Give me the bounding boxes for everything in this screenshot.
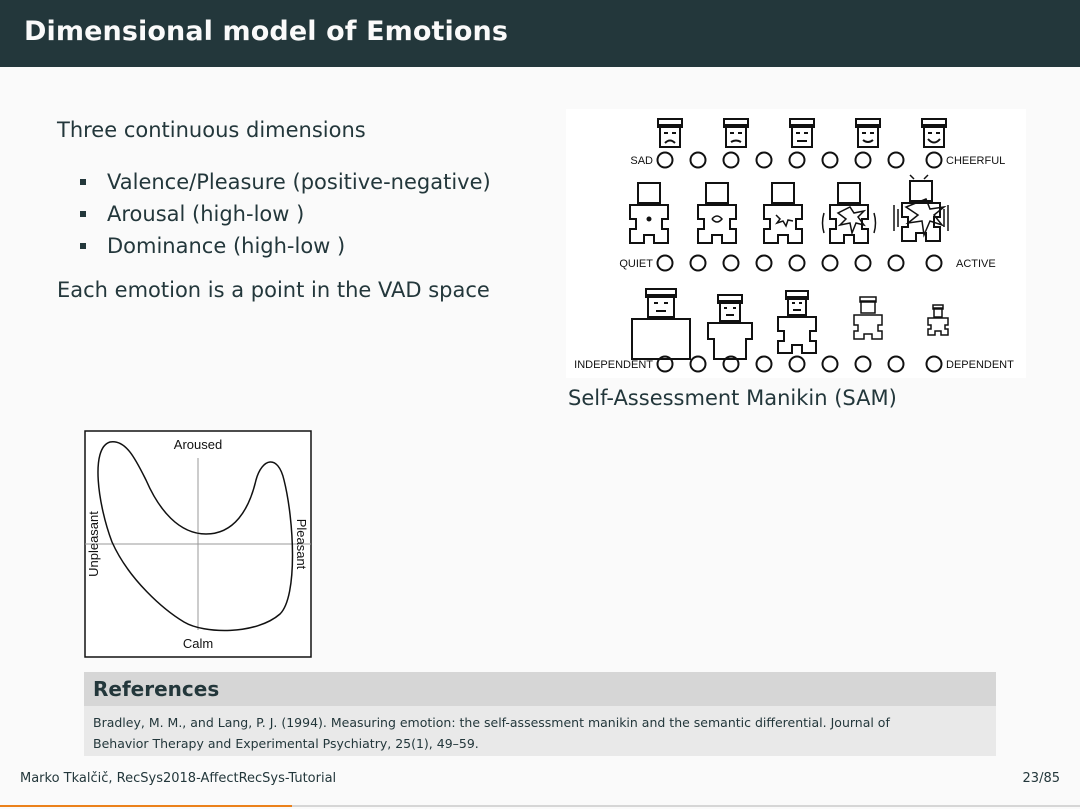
conclusion-text: Each emotion is a point in the VAD space [57, 278, 490, 302]
references-header [84, 672, 996, 706]
sam-arousal-figures [630, 175, 948, 243]
page-number: 23/85 [1022, 771, 1060, 786]
sam-caption: Self-Assessment Manikin (SAM) [568, 386, 897, 410]
sam-label-quiet: QUIET [619, 258, 653, 270]
label-unpleasant: Unpleasant [86, 511, 101, 577]
list-item-text: Dominance (high-low ) [107, 234, 346, 258]
sam-label-cheerful: CHEERFUL [946, 155, 1006, 167]
references-block [84, 672, 996, 756]
circumplex-diagram [84, 430, 312, 658]
sam-illustration [566, 109, 1026, 378]
circumplex-figure [84, 430, 312, 658]
intro-text: Three continuous dimensions [57, 118, 366, 142]
progress-bar [0, 805, 1080, 807]
bullet-icon [80, 179, 86, 185]
dimension-list [80, 166, 491, 262]
label-calm: Calm [182, 636, 214, 651]
list-item [80, 166, 491, 198]
slide-title: Dimensional model of Emotions [24, 16, 509, 47]
sam-label-sad: SAD [630, 155, 653, 167]
bullet-icon [80, 211, 86, 217]
list-item [80, 230, 491, 262]
reference-line: Bradley, M. M., and Lang, P. J. (1994). Measuring emotion: the self-assessment manikin and the semantic differential. Journal of [93, 715, 890, 730]
reference-line: Behavior Therapy and Experimental Psychiatry, 25(1), 49–59. [93, 736, 479, 751]
title-bar [0, 0, 1080, 67]
label-aroused: Aroused [173, 437, 223, 452]
sam-dominance-figures [632, 289, 948, 359]
list-item-text: Valence/Pleasure (positive-negative) [107, 170, 491, 194]
sam-figure [566, 109, 1026, 378]
sam-label-active: ACTIVE [956, 258, 996, 270]
sam-label-independent: INDEPENDENT [574, 359, 653, 371]
emotion-region-outline [98, 442, 293, 631]
sam-scale-circles [658, 153, 942, 372]
list-item [80, 198, 491, 230]
progress-bar-fill [0, 805, 292, 807]
list-item-text: Arousal (high-low ) [107, 202, 305, 226]
sam-valence-figures [658, 119, 946, 147]
sam-label-dependent: DEPENDENT [946, 359, 1014, 371]
references-body [84, 706, 996, 756]
footer-author: Marko Tkalčič, RecSys2018-AffectRecSys-Tutorial [20, 771, 337, 786]
bullet-icon [80, 243, 86, 249]
references-heading: References [93, 677, 220, 701]
label-pleasant: Pleasant [294, 518, 309, 570]
